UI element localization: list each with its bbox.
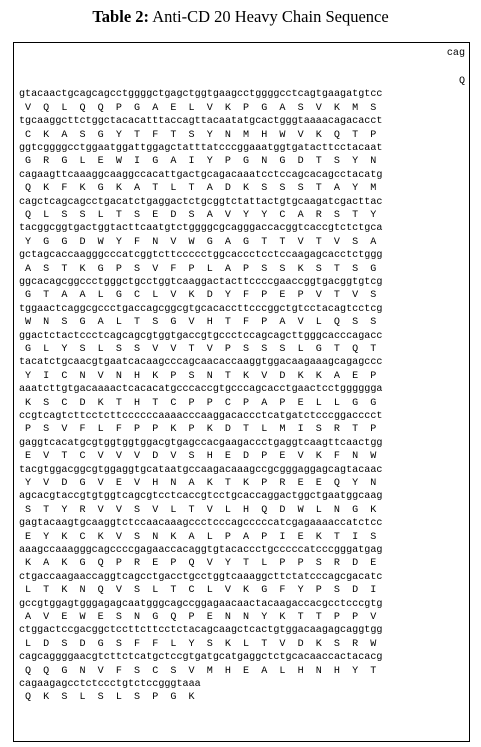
table-caption: [0, 7, 481, 27]
amino-acid-line: Q K F K G K A T L T A D K S S S T A Y M: [25, 183, 377, 195]
dna-line: ggcacagcggccctgggctgcctggtcaaggactacttccccgaaccggtgacggtgtcg: [19, 277, 383, 288]
dna-line: tacgtggacggcgtggaggtgcataatgccaagacaaagccgcgggaggagcagtacaac: [19, 464, 383, 476]
dna-line: ggactctactccctcagcagcgtggtgaccgtgccctccagcagcttgggcacccagacc: [19, 330, 383, 342]
amino-acid-line: Q K S L S L S P G K: [25, 692, 195, 704]
amino-acid-line: L D S D G S F F L Y S K L T V D K S R W: [25, 638, 377, 650]
amino-acid-line: C K A S G Y T F T S Y N M H W V K Q T P: [25, 129, 377, 141]
amino-acid-line: P S V F L F P P K P K D T L M I S R T P: [25, 424, 377, 436]
dna-line: gccgtggagtgggagagcaatgggcagccggagaacaactacaagaccacgcctcccgtg: [19, 598, 383, 610]
dna-line: ctgaccaagaaccaggtcagcctgacctgcctggtcaaaggcttctatcccagcgacatc: [19, 571, 383, 583]
dna-line: ggtcggggcctggaatggattggagctatttatcccggaaatggtgatacttcctacaat: [19, 143, 383, 154]
dna-line: ctggactccgacggctccttcttcctctacagcaagctcactgtggacaagagcaggtgg: [19, 625, 383, 637]
dna-line: tggaactcaggcgccctgaccagcggcgtgcacaccttcccggctgtcctacagtcctcg: [19, 303, 383, 315]
amino-acid-line: Q L S S L T S E D S A V Y Y C A R S T Y: [25, 210, 377, 221]
dna-line: cag: [446, 48, 465, 59]
amino-acid-line: G L Y S L S S V V T V P S S S L G T Q T: [25, 344, 377, 355]
table-title: Anti-CD 20 Heavy Chain Sequence: [152, 7, 389, 26]
dna-line: cagaagttcaaaggcaaggccacattgactgcagacaaatcctccagcacagcctacatg: [19, 169, 383, 181]
dna-line: tacggcggtgactggtacttcaatgtctggggcgcagggaccacggtcaccgtctctgca: [19, 223, 383, 235]
dna-line: aaagccaaagggcagccccgagaaccacaggtgtacaccctgcccccatcccgggatgag: [19, 545, 383, 556]
amino-acid-line: L T K N Q V S L T C L V K G F Y P S D I: [25, 585, 377, 597]
table-label: Table 2:: [92, 7, 150, 26]
dna-line: gaggtcacatgcgtggtggtggacgtgagccacgaagaccctgaggtcaagttcaactgg: [19, 437, 383, 449]
amino-acid-line: A V E W E S N G Q P E N N Y K T T P P V: [25, 612, 377, 623]
amino-acid-line: A S T K G P S V F P L A P S S K S T S G: [25, 263, 377, 275]
dna-line: gtacaactgcagcagcctggggctgagctggtgaagcctggggcctcagtgaagatgtcc: [19, 89, 383, 101]
dna-line: gctagcaccaagggcccatcggtcttccccctggcaccctcctccaagagcacctctggg: [19, 250, 383, 262]
dna-line: cagctcagcagcctgacatctgaggactctgcggtctattactgtgcaagatcgacttac: [19, 196, 383, 208]
amino-acid-line: V Q L Q Q P G A E L V K P G A S V K M S: [25, 102, 377, 114]
amino-acid-line: G T A A L G C L V K D Y F P E P V T V S: [25, 290, 377, 302]
dna-line: cagaagagcctctccctgtctccgggtaaa: [19, 679, 201, 690]
dna-line: cagcaggggaacgtcttctcatgctccgtgatgcatgaggctctgcacaaccactacacg: [19, 652, 383, 664]
dna-line: agcacgtaccgtgtggtcagcgtcctcaccgtcctgcaccaggactggctgaatggcaag: [19, 491, 383, 503]
amino-acid-line: Q: [458, 76, 465, 87]
dna-line: gagtacaagtgcaaggtctccaacaaagccctcccagcccccatcgagaaaaccatctcc: [19, 518, 383, 530]
dna-line: ccgtcagtcttcctcttccccccaaaacccaaggacaccctcatgatctcccggacccct: [19, 411, 383, 422]
amino-acid-line: K S C D K T H T C P P C P A P E L L G G: [25, 397, 377, 409]
amino-acid-line: G R G L E W I G A I Y P G N G D T S Y N: [25, 156, 377, 168]
amino-acid-line: W N S G A L T S G V H T F P A V L Q S S: [25, 317, 377, 329]
amino-acid-line: Q Q G N V F S C S V M H E A L H N H Y T: [25, 665, 377, 677]
amino-acid-line: Y G G D W Y F N V W G A G T T V T V S A: [25, 236, 377, 248]
dna-line: tgcaaggcttctggctacacatttaccagttacaatatgcactgggtaaaacagacacct: [19, 116, 383, 128]
amino-acid-line: Y V D G V E V H N A K T K P R E E Q Y N: [25, 478, 377, 489]
dna-line: tacatctgcaacgtgaatcacaagcccagcaacaccaaggtggacaagaaagcagagccc: [19, 357, 383, 369]
amino-acid-line: S T Y R V V S V L T V L H Q D W L N G K: [25, 504, 377, 516]
amino-acid-line: Y I C N V N H K P S N T K V D K K A E P: [25, 370, 377, 382]
sequence-box: [13, 42, 470, 742]
amino-acid-line: E Y K C K V S N K A L P A P I E K T I S: [25, 531, 377, 543]
amino-acid-line: E V T C V V V D V S H E D P E V K F N W: [25, 451, 377, 463]
dna-line: aaatcttgtgacaaaactcacacatgcccaccgtgcccagcacctgaactcctgggggga: [19, 384, 383, 396]
amino-acid-line: K A K G Q P R E P Q V Y T L P P S R D E: [25, 558, 377, 570]
